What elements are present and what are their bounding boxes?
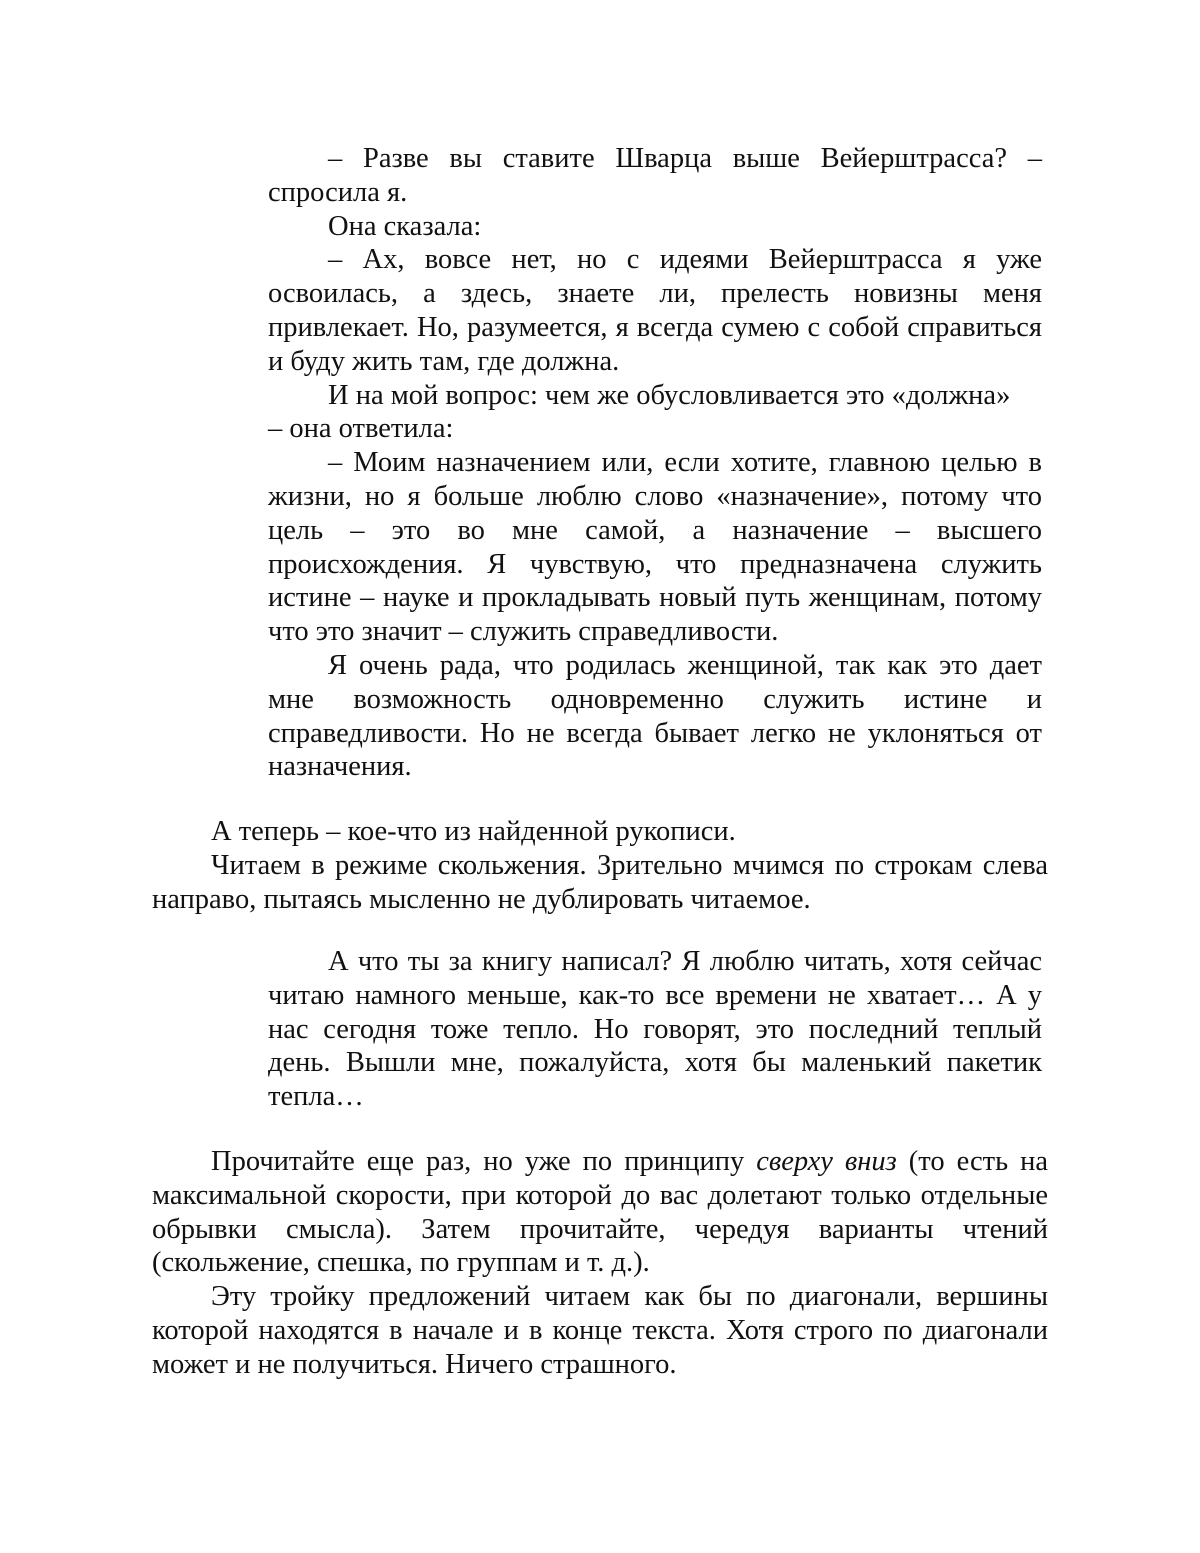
body-text-block xyxy=(152,1145,1048,1382)
paragraph xyxy=(152,1145,1048,1280)
paragraph: А что ты за книгу написал? Я люблю читать, хотя сейчас читаю намного меньше, как-то все времени не хватает… А у нас сегодня тоже тепло. Но говорят, это последний теплый день. Вышли мне, пожалуйста, хотя бы маленький пакетик тепла… xyxy=(268,946,1042,1113)
paragraph: – Ах, вовсе нет, но с идеями Вейерштрасса я уже освоилась, а здесь, знаете ли, прелесть новизны меня привлекает. Но, разумеется, я всегда сумею с собой справиться и буду жить там, где должна. xyxy=(268,244,1042,377)
paragraph: Читаем в режиме скольжения. Зрительно мчимся по строкам слева направо, пытаясь мысленно не дублировать читаемое. xyxy=(152,849,1048,915)
paragraph: Она сказала: xyxy=(328,210,482,242)
quote-block-manuscript xyxy=(268,945,1042,1114)
text-run: (то есть на максимальной скорости, при которой до вас долетают только отдельные обрывки смысла). Затем прочитайте, чередуя варианты чтений (скольжение, спешка, по группам и т. д.). xyxy=(152,1146,1049,1279)
text-run: Прочитайте еще раз, но уже по принципу xyxy=(211,1146,757,1177)
paragraph: – она ответила: xyxy=(268,413,454,445)
body-text-block xyxy=(152,815,1048,916)
paragraph: Эту тройку предложений читаем как бы по диагонали, вершины которой находятся в начале и в конце текста. Хотя строго по диагонали может и не получиться. Ничего страшного. xyxy=(152,1281,1048,1380)
paragraph: – Моим назначением или, если хотите, главною целью в жизни, но я больше люблю слово «назначение», потому что цель – это во мне самой, а назначение – высшего происхождения. Я чувствую, что предназначена служить истине – науке и прокладывать новый путь женщинам, потому что это значит – служить справедливости. xyxy=(268,447,1042,648)
paragraph: А теперь – кое-что из найденной рукописи. xyxy=(211,816,736,847)
quote-block-dialogue xyxy=(268,142,1042,784)
paragraph: – Разве вы ставите Шварца выше Вейерштрасса? – спросила я. xyxy=(268,143,1042,208)
paragraph: Я очень рада, что родилась женщиной, так как это дает мне возможность одновременно служить истине и справедливости. Но не всегда бывает легко не уклоняться от назначения. xyxy=(268,649,1042,783)
italic-phrase: сверху вниз xyxy=(756,1146,897,1177)
paragraph: И на мой вопрос: чем же обусловливается это «должна» xyxy=(328,379,1011,411)
